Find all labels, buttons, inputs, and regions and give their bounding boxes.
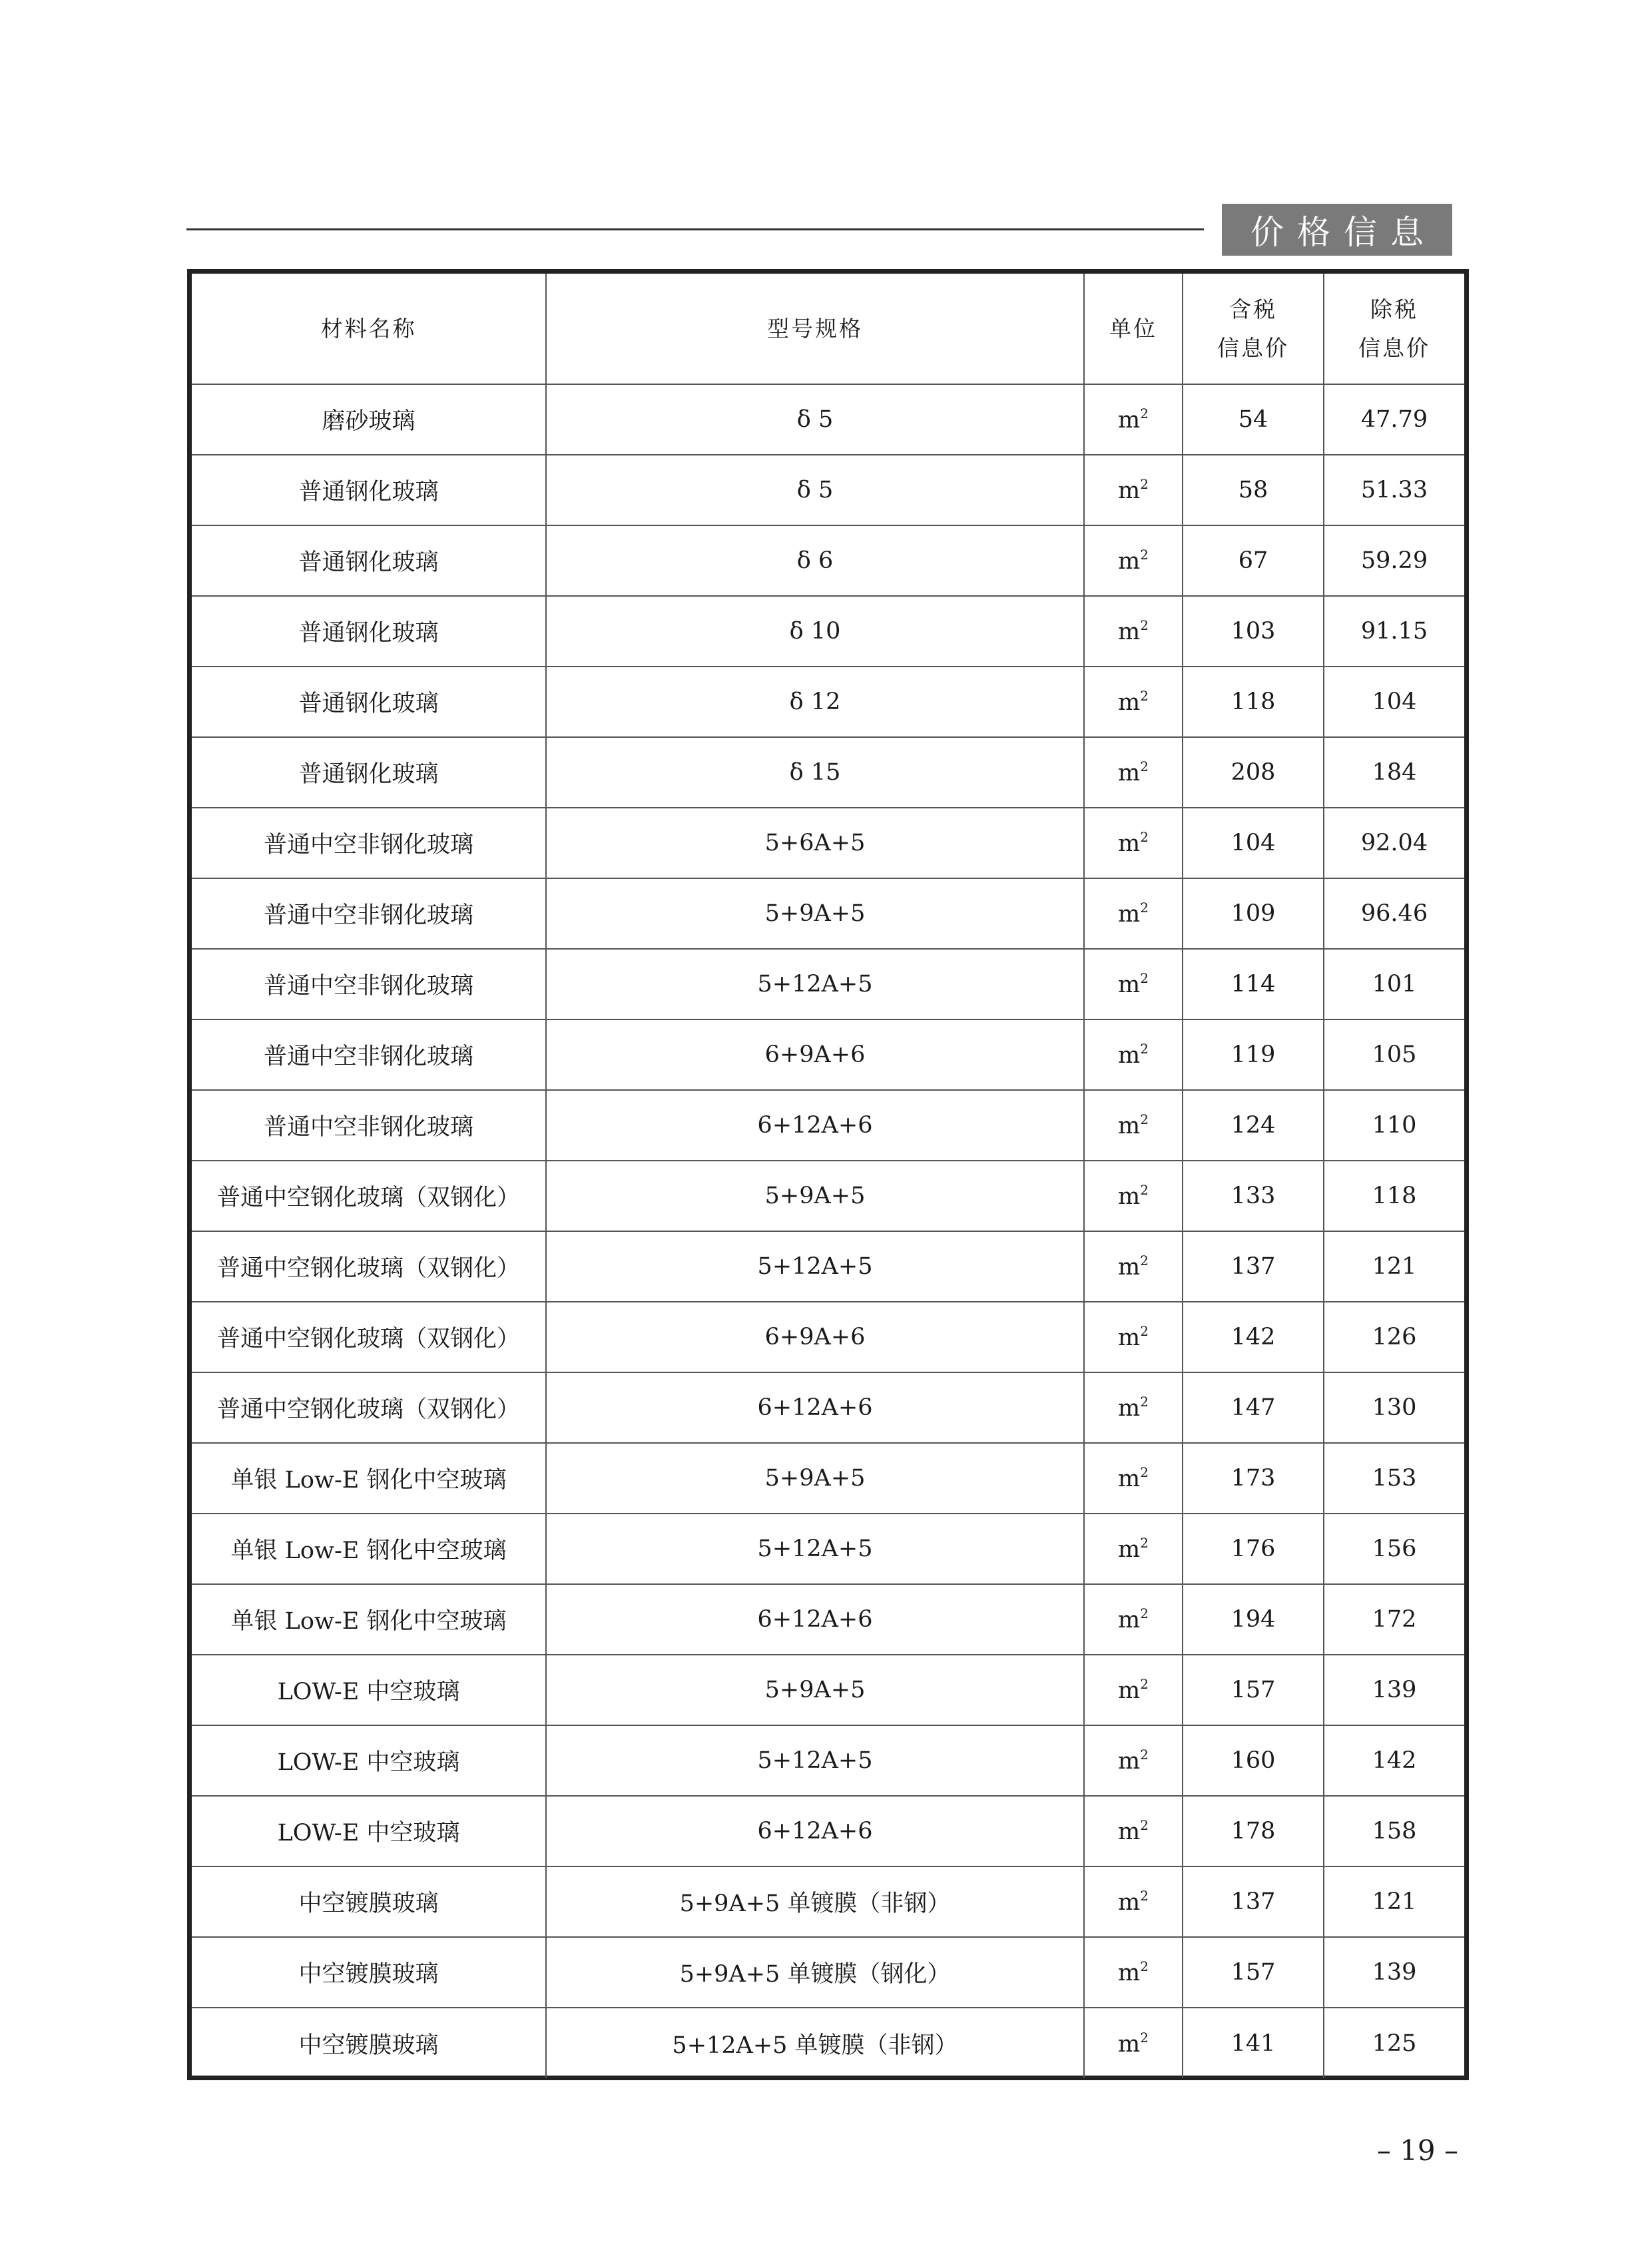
- unit-cell: [1084, 1443, 1183, 1514]
- material-name-cell: 普通中空钢化玻璃（双钢化）: [192, 1161, 546, 1231]
- material-name-cell: LOW-E 中空玻璃: [192, 1655, 546, 1725]
- table-row: [192, 1161, 1464, 1231]
- material-name-cell: 普通钢化玻璃: [192, 667, 546, 737]
- table-row: [192, 1937, 1464, 2008]
- unit-cell: [1084, 455, 1183, 525]
- spec-cell: 6+12A+6: [546, 1372, 1084, 1443]
- price-with-tax-cell: 141: [1183, 2008, 1324, 2078]
- price-without-tax-cell: 105: [1324, 1019, 1464, 1090]
- unit-exponent: 2: [1140, 1747, 1149, 1763]
- unit-cell: [1084, 1937, 1183, 2008]
- unit-base: m: [1118, 548, 1141, 575]
- table-row: [192, 808, 1464, 878]
- unit-base: m: [1118, 477, 1141, 504]
- table-row: [192, 1090, 1464, 1161]
- unit-cell: [1084, 667, 1183, 737]
- unit-exponent: 2: [1140, 1958, 1149, 1974]
- spec-cell: δ 5: [546, 384, 1084, 455]
- unit-base: m: [1118, 1183, 1141, 1210]
- unit-exponent: 2: [1140, 1817, 1149, 1833]
- price-without-tax-cell: 47.79: [1324, 384, 1464, 455]
- spec-cell: δ 10: [546, 596, 1084, 667]
- spec-cell: 5+12A+5: [546, 949, 1084, 1019]
- unit-cell: [1084, 1514, 1183, 1584]
- unit-base: m: [1118, 1324, 1141, 1351]
- table-row: [192, 1655, 1464, 1725]
- table-row: [192, 2008, 1464, 2078]
- table-row: [192, 1019, 1464, 1090]
- unit-cell: [1084, 1302, 1183, 1372]
- table-row: [192, 455, 1464, 525]
- table-row: [192, 596, 1464, 667]
- unit-exponent: 2: [1140, 1041, 1149, 1057]
- material-name-cell: 普通钢化玻璃: [192, 596, 546, 667]
- table-row: [192, 384, 1464, 455]
- unit-base: m: [1118, 1395, 1141, 1422]
- unit-cell: [1084, 949, 1183, 1019]
- spec-cell: 5+9A+5: [546, 878, 1084, 949]
- unit-cell: [1084, 1725, 1183, 1796]
- material-name-cell: 中空镀膜玻璃: [192, 1937, 546, 2008]
- table-row: [192, 1796, 1464, 1866]
- price-without-tax-cell: 130: [1324, 1372, 1464, 1443]
- price-with-tax-cell: 104: [1183, 808, 1324, 878]
- price-with-tax-cell: 133: [1183, 1161, 1324, 1231]
- price-without-tax-cell: 158: [1324, 1796, 1464, 1866]
- unit-exponent: 2: [1140, 1888, 1149, 1904]
- unit-cell: [1084, 384, 1183, 455]
- unit-cell: [1084, 737, 1183, 808]
- unit-base: m: [1118, 407, 1141, 433]
- material-name-cell: 单银 Low-E 钢化中空玻璃: [192, 1443, 546, 1514]
- unit-exponent: 2: [1140, 1394, 1149, 1410]
- price-without-tax-cell: 156: [1324, 1514, 1464, 1584]
- price-with-tax-cell: 194: [1183, 1584, 1324, 1655]
- unit-cell: [1084, 1796, 1183, 1866]
- price-with-tax-cell: 176: [1183, 1514, 1324, 1584]
- unit-exponent: 2: [1140, 1182, 1149, 1198]
- unit-base: m: [1118, 1536, 1141, 1563]
- price-without-tax-cell: 51.33: [1324, 455, 1464, 525]
- unit-cell: [1084, 2008, 1183, 2078]
- price-without-tax-cell: 142: [1324, 1725, 1464, 1796]
- price-without-tax-cell: 104: [1324, 667, 1464, 737]
- column-header-unit: 单位: [1084, 274, 1183, 384]
- unit-base: m: [1118, 830, 1141, 857]
- unit-exponent: 2: [1140, 617, 1149, 633]
- table-row: [192, 1231, 1464, 1302]
- unit-base: m: [1118, 1677, 1141, 1704]
- price-without-tax-cell: 59.29: [1324, 525, 1464, 596]
- unit-exponent: 2: [1140, 2029, 1149, 2046]
- column-header-price-without-tax-line1: 除税: [1370, 296, 1418, 322]
- spec-cell: δ 5: [546, 455, 1084, 525]
- spec-cell: 5+12A+5: [546, 1514, 1084, 1584]
- column-header-spec: 型号规格: [546, 274, 1084, 384]
- table-row: [192, 667, 1464, 737]
- table-row: [192, 1866, 1464, 1937]
- unit-cell: [1084, 1866, 1183, 1937]
- unit-exponent: 2: [1140, 1605, 1149, 1621]
- section-title: 价格信息: [1222, 204, 1452, 256]
- price-without-tax-cell: 96.46: [1324, 878, 1464, 949]
- spec-cell: 5+9A+5 单镀膜（钢化）: [546, 1937, 1084, 2008]
- material-name-cell: 普通中空非钢化玻璃: [192, 1019, 546, 1090]
- table-row: [192, 1443, 1464, 1514]
- spec-cell: 5+12A+5 单镀膜（非钢）: [546, 2008, 1084, 2078]
- table-row: [192, 1725, 1464, 1796]
- unit-exponent: 2: [1140, 829, 1149, 845]
- unit-cell: [1084, 1584, 1183, 1655]
- unit-base: m: [1118, 1042, 1141, 1069]
- unit-exponent: 2: [1140, 970, 1149, 986]
- column-header-price-without-tax: [1324, 274, 1464, 384]
- price-with-tax-cell: 54: [1183, 384, 1324, 455]
- price-without-tax-cell: 139: [1324, 1655, 1464, 1725]
- unit-exponent: 2: [1140, 1676, 1149, 1692]
- spec-cell: 5+9A+5: [546, 1443, 1084, 1514]
- spec-cell: 5+12A+5: [546, 1725, 1084, 1796]
- table-row: [192, 1302, 1464, 1372]
- price-with-tax-cell: 58: [1183, 455, 1324, 525]
- spec-cell: 5+9A+5: [546, 1161, 1084, 1231]
- table-row: [192, 949, 1464, 1019]
- price-with-tax-cell: 118: [1183, 667, 1324, 737]
- unit-base: m: [1118, 760, 1141, 786]
- unit-cell: [1084, 525, 1183, 596]
- price-without-tax-cell: 125: [1324, 2008, 1464, 2078]
- price-with-tax-cell: 178: [1183, 1796, 1324, 1866]
- unit-cell: [1084, 596, 1183, 667]
- table-row: [192, 878, 1464, 949]
- material-name-cell: 普通中空钢化玻璃（双钢化）: [192, 1302, 546, 1372]
- unit-base: m: [1118, 689, 1141, 716]
- unit-exponent: 2: [1140, 1535, 1149, 1551]
- material-name-cell: 普通钢化玻璃: [192, 455, 546, 525]
- price-without-tax-cell: 139: [1324, 1937, 1464, 2008]
- price-without-tax-cell: 153: [1324, 1443, 1464, 1514]
- table-row: [192, 1584, 1464, 1655]
- price-with-tax-cell: 142: [1183, 1302, 1324, 1372]
- unit-cell: [1084, 878, 1183, 949]
- price-with-tax-cell: 147: [1183, 1372, 1324, 1443]
- material-name-cell: 普通钢化玻璃: [192, 525, 546, 596]
- material-name-cell: LOW-E 中空玻璃: [192, 1725, 546, 1796]
- unit-base: m: [1118, 972, 1141, 998]
- unit-exponent: 2: [1140, 406, 1149, 422]
- unit-cell: [1084, 1019, 1183, 1090]
- spec-cell: δ 12: [546, 667, 1084, 737]
- unit-exponent: 2: [1140, 758, 1149, 774]
- column-header-price-with-tax: [1183, 274, 1324, 384]
- unit-cell: [1084, 808, 1183, 878]
- column-header-name: 材料名称: [192, 274, 546, 384]
- price-with-tax-cell: 103: [1183, 596, 1324, 667]
- material-name-cell: 中空镀膜玻璃: [192, 1866, 546, 1937]
- unit-base: m: [1118, 1607, 1141, 1633]
- price-with-tax-cell: 137: [1183, 1231, 1324, 1302]
- price-without-tax-cell: 92.04: [1324, 808, 1464, 878]
- spec-cell: 5+9A+5 单镀膜（非钢）: [546, 1866, 1084, 1937]
- material-name-cell: 普通中空非钢化玻璃: [192, 949, 546, 1019]
- unit-base: m: [1118, 901, 1141, 928]
- spec-cell: 5+6A+5: [546, 808, 1084, 878]
- spec-cell: 6+9A+6: [546, 1302, 1084, 1372]
- price-with-tax-cell: 157: [1183, 1655, 1324, 1725]
- unit-base: m: [1118, 1819, 1141, 1845]
- spec-cell: 5+12A+5: [546, 1231, 1084, 1302]
- unit-base: m: [1118, 1113, 1141, 1139]
- column-header-price-without-tax-line2: 信息价: [1358, 334, 1430, 361]
- material-name-cell: 普通中空钢化玻璃（双钢化）: [192, 1372, 546, 1443]
- price-with-tax-cell: 157: [1183, 1937, 1324, 2008]
- price-with-tax-cell: 160: [1183, 1725, 1324, 1796]
- price-with-tax-cell: 109: [1183, 878, 1324, 949]
- spec-cell: 6+12A+6: [546, 1090, 1084, 1161]
- price-table: [187, 269, 1469, 2080]
- unit-cell: [1084, 1090, 1183, 1161]
- spec-cell: δ 15: [546, 737, 1084, 808]
- price-without-tax-cell: 118: [1324, 1161, 1464, 1231]
- price-with-tax-cell: 173: [1183, 1443, 1324, 1514]
- unit-cell: [1084, 1655, 1183, 1725]
- unit-exponent: 2: [1140, 1323, 1149, 1339]
- unit-cell: [1084, 1372, 1183, 1443]
- spec-cell: 5+9A+5: [546, 1655, 1084, 1725]
- unit-exponent: 2: [1140, 1111, 1149, 1127]
- unit-cell: [1084, 1231, 1183, 1302]
- material-name-cell: LOW-E 中空玻璃: [192, 1796, 546, 1866]
- table-row: [192, 1514, 1464, 1584]
- unit-base: m: [1118, 1960, 1141, 1986]
- price-without-tax-cell: 121: [1324, 1231, 1464, 1302]
- material-name-cell: 普通钢化玻璃: [192, 737, 546, 808]
- page-number: – 19 –: [1376, 2134, 1458, 2167]
- price-without-tax-cell: 91.15: [1324, 596, 1464, 667]
- unit-base: m: [1118, 1889, 1141, 1916]
- unit-base: m: [1118, 1748, 1141, 1775]
- material-name-cell: 中空镀膜玻璃: [192, 2008, 546, 2078]
- price-without-tax-cell: 101: [1324, 949, 1464, 1019]
- table-row: [192, 737, 1464, 808]
- column-header-price-with-tax-line2: 信息价: [1217, 334, 1289, 361]
- price-with-tax-cell: 124: [1183, 1090, 1324, 1161]
- price-with-tax-cell: 208: [1183, 737, 1324, 808]
- unit-exponent: 2: [1140, 688, 1149, 704]
- unit-base: m: [1118, 1466, 1141, 1492]
- spec-cell: 6+12A+6: [546, 1796, 1084, 1866]
- column-header-price-with-tax-line1: 含税: [1229, 296, 1277, 322]
- price-with-tax-cell: 137: [1183, 1866, 1324, 1937]
- unit-exponent: 2: [1140, 1253, 1149, 1269]
- material-name-cell: 单银 Low-E 钢化中空玻璃: [192, 1584, 546, 1655]
- table-body: [192, 384, 1464, 2078]
- unit-exponent: 2: [1140, 1464, 1149, 1480]
- spec-cell: δ 6: [546, 525, 1084, 596]
- material-name-cell: 普通中空钢化玻璃（双钢化）: [192, 1231, 546, 1302]
- material-name-cell: 磨砂玻璃: [192, 384, 546, 455]
- unit-base: m: [1118, 619, 1141, 645]
- material-name-cell: 普通中空非钢化玻璃: [192, 808, 546, 878]
- table-row: [192, 525, 1464, 596]
- unit-exponent: 2: [1140, 547, 1149, 563]
- spec-cell: 6+9A+6: [546, 1019, 1084, 1090]
- unit-exponent: 2: [1140, 476, 1149, 492]
- price-without-tax-cell: 121: [1324, 1866, 1464, 1937]
- price-without-tax-cell: 110: [1324, 1090, 1464, 1161]
- table-header-row: [192, 274, 1464, 384]
- unit-base: m: [1118, 1254, 1141, 1280]
- spec-cell: 6+12A+6: [546, 1584, 1084, 1655]
- price-without-tax-cell: 184: [1324, 737, 1464, 808]
- price-with-tax-cell: 67: [1183, 525, 1324, 596]
- price-with-tax-cell: 119: [1183, 1019, 1324, 1090]
- price-without-tax-cell: 126: [1324, 1302, 1464, 1372]
- table-row: [192, 1372, 1464, 1443]
- material-name-cell: 单银 Low-E 钢化中空玻璃: [192, 1514, 546, 1584]
- header-rule: [186, 228, 1204, 230]
- unit-exponent: 2: [1140, 900, 1149, 916]
- price-without-tax-cell: 172: [1324, 1584, 1464, 1655]
- material-name-cell: 普通中空非钢化玻璃: [192, 878, 546, 949]
- unit-base: m: [1118, 2030, 1141, 2058]
- unit-cell: [1084, 1161, 1183, 1231]
- material-name-cell: 普通中空非钢化玻璃: [192, 1090, 546, 1161]
- price-with-tax-cell: 114: [1183, 949, 1324, 1019]
